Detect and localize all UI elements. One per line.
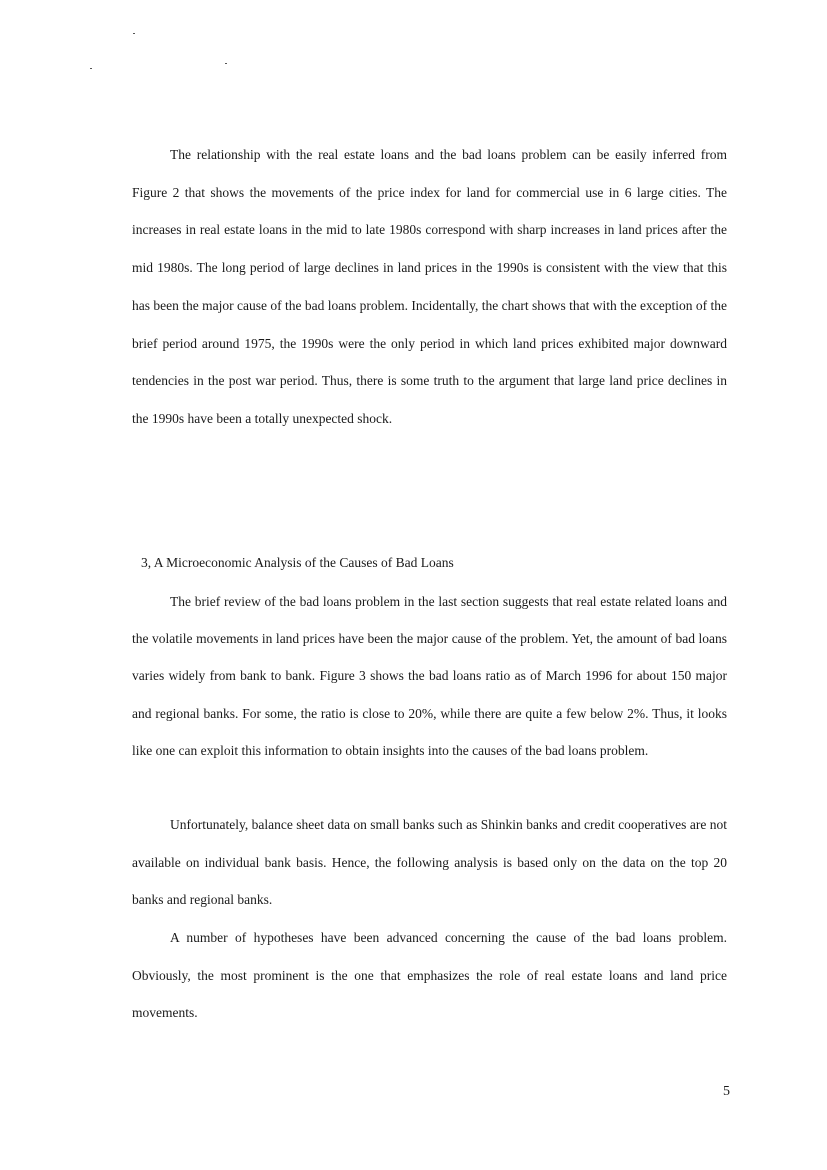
body-paragraph: Unfortunately, balance sheet data on small banks such as Shinkin banks and credit cooperatives are not available on individual bank basis. Hence, the following analysis is based only on the data on the top 20 banks and regional banks. bbox=[132, 817, 727, 908]
body-paragraph: A number of hypotheses have been advanced concerning the cause of the bad loans problem. Obviously, the most prominent is the one that emphasizes the role of real estate loans and land price movements. bbox=[132, 930, 727, 1021]
body-paragraph: The brief review of the bad loans problem in the last section suggests that real estate related loans and the volatile movements in land prices have been the major cause of the problem. Yet, the amount of bad loans varies widely from bank to bank. Figure 3 shows the bad loans ratio as of March 1996 for about 150 major and regional banks. For some, the ratio is close to 20%, while there are quite a few below 2%. Thus, it looks like one can exploit this information to obtain insights into the causes of the bad loans problem. bbox=[132, 594, 727, 758]
scan-speck bbox=[225, 63, 227, 64]
page-number: 5 bbox=[723, 1084, 730, 1099]
scan-speck bbox=[133, 33, 135, 34]
body-paragraph: The relationship with the real estate loans and the bad loans problem can be easily inferred from Figure 2 that shows the movements of the price index for land for commercial use in 6 large cities. The increases in real estate loans in the mid to late 1980s correspond with sharp increases in land prices after the mid 1980s. The long period of large declines in land prices in the 1990s is consistent with the view that this has been the major cause of the bad loans problem. Incidentally, the chart shows that with the exception of the brief period around 1975, the 1990s were the only period in which land prices exhibited major downward tendencies in the post war period. Thus, there is some truth to the argument that large land price declines in the 1990s have been a totally unexpected shock. bbox=[132, 147, 727, 426]
scan-speck bbox=[90, 68, 92, 69]
section-heading: 3, A Microeconomic Analysis of the Causes of Bad Loans bbox=[141, 555, 454, 570]
